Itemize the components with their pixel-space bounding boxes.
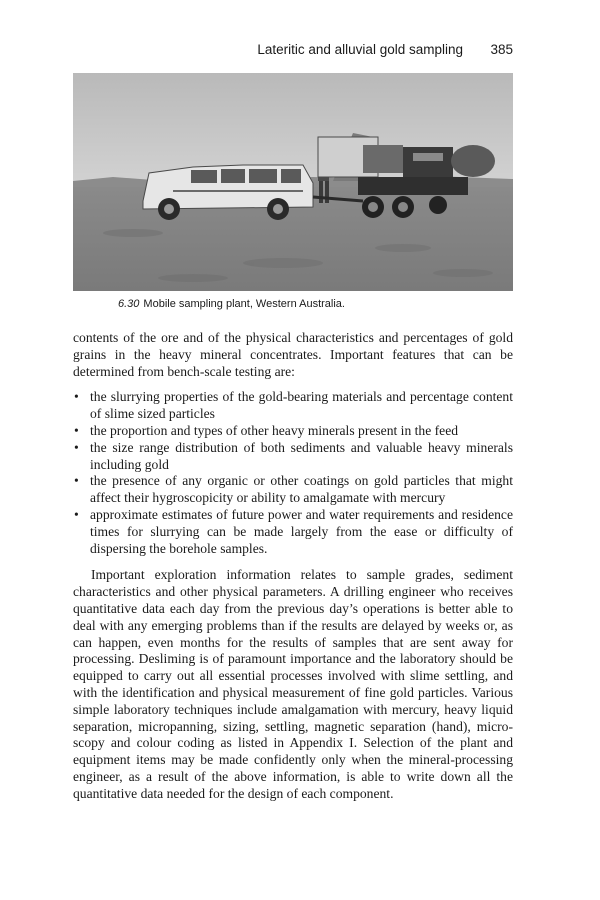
bullet-icon: • [74,439,79,455]
page-number: 385 [490,42,513,57]
running-head [73,42,513,64]
bullet-icon: • [74,389,79,405]
list-item [73,423,513,440]
body-text [73,330,513,803]
figure-photo [73,73,513,291]
closing-paragraph: Important exploration information relates to sample grades, sediment characteristics and other physical parameters. A drilling engineer who receives quantitative data each day from the previous day’s operations is better able to deal with any emerging problems than if the results are delayed by weeks or, as can happen, even months for the results of samples that are sent away for processing. Desliming is of paramount importance and the laboratory should be equipped to carry out all essential processes involved with slime settling, and with the identification and physical measurement of fine gold particles. Various simple laboratory techniques include amalgamation with mercury, heavy liquid separation, micropanning, sizing, settling, magnetic separation (hand), micro-scopy and colour coding as listed in Appendix I. Selection of the plant and equipment items may be made confidently only when the mineral-processing engineer, as a result of the above information, is able to write down all the quantitative data needed for the design of each component. [73,567,513,801]
bullet-icon: • [74,506,79,522]
list-item [73,473,513,507]
bullet-icon: • [74,473,79,489]
figure-number: 6.30 [118,298,140,310]
list-item-text: the presence of any organic or other coatings on gold particles that might affect their hygroscopicity or ability to amalgamate with mercury [90,473,513,506]
list-item-text: the size range distribution of both sediments and valuable heavy minerals including gold [90,439,513,472]
feature-list [73,389,513,557]
list-item [73,507,513,557]
list-item-text: the slurrying properties of the gold-bearing materials and percentage content of slime sized particles [90,389,513,422]
figure-caption-text: Mobile sampling plant, Western Australia. [143,298,345,310]
list-item [73,389,513,423]
list-item-text: the proportion and types of other heavy minerals present in the feed [90,422,459,438]
list-item-text: approximate estimates of future power and water requirements and residence times for slurrying can be made largely from the ease or difficulty of dispersing the borehole samples. [90,506,513,556]
figure-caption [118,298,345,310]
intro-paragraph: contents of the ore and of the physical characteristics and percentages of gold grains in the heavy mineral concentrates. Important features that can be determined from bench-scale testing are: [73,330,513,379]
list-item [73,440,513,474]
chapter-title: Lateritic and alluvial gold sampling [257,42,463,57]
bullet-icon: • [74,422,79,438]
